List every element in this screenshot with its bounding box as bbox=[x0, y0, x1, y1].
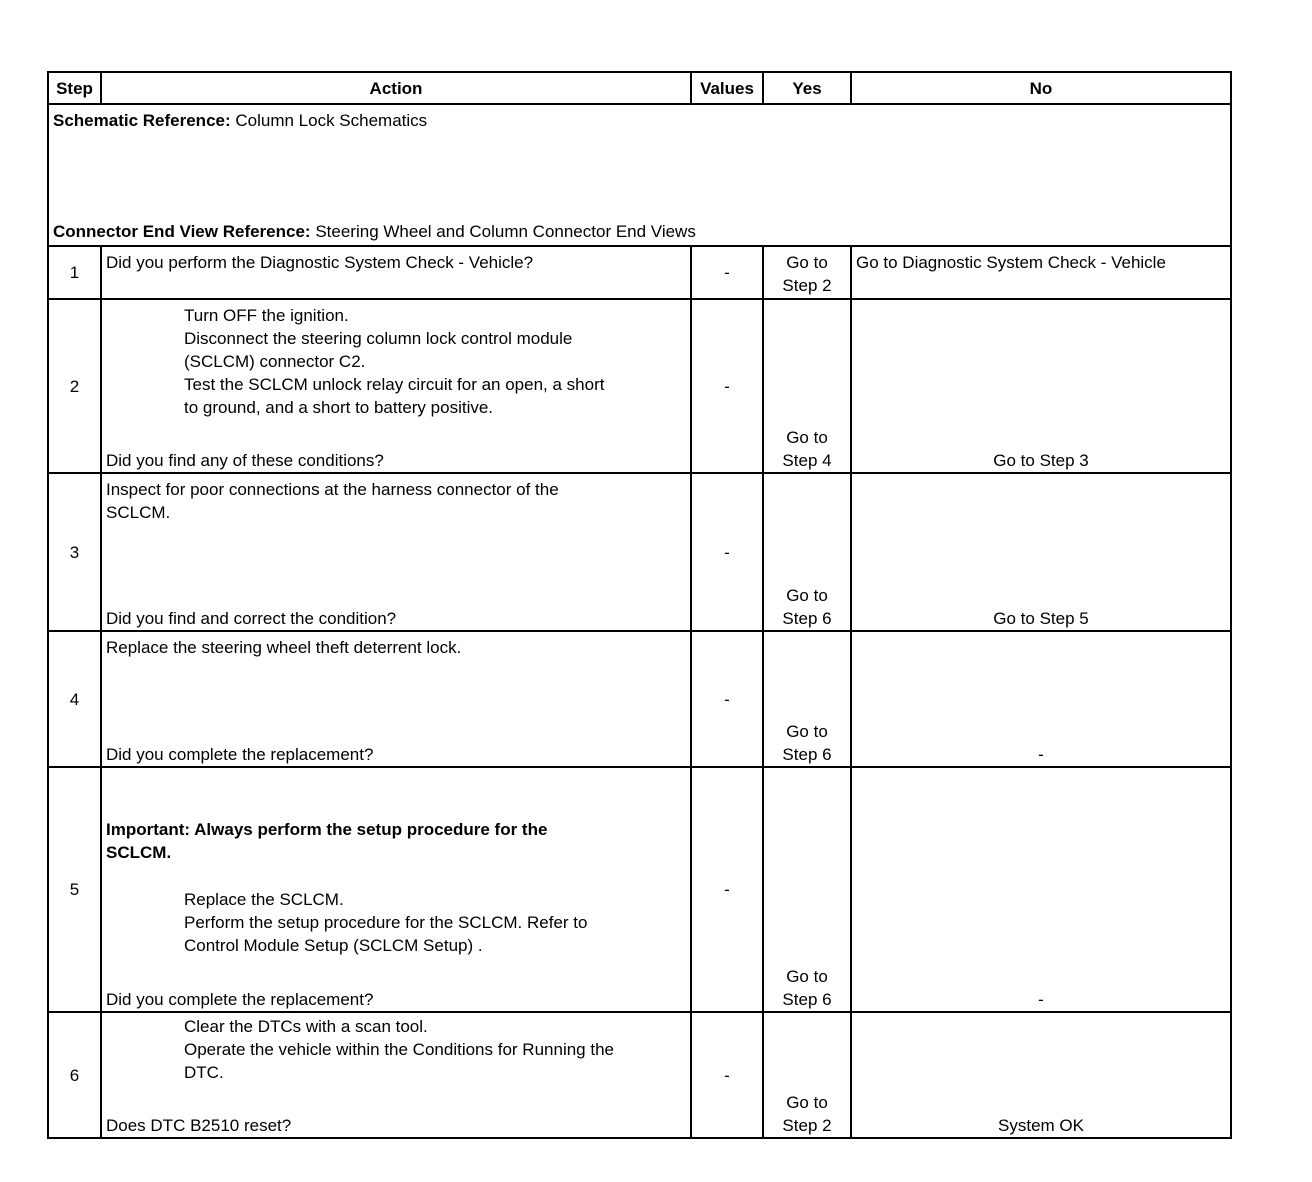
connector-reference-label: Connector End View Reference: bbox=[53, 222, 311, 241]
no-cell: Go to Step 5 bbox=[851, 473, 1231, 631]
values-cell: - bbox=[691, 1012, 763, 1138]
table-row bbox=[48, 631, 1231, 767]
header-step: Step bbox=[48, 72, 101, 104]
question-text: Did you find any of these conditions? bbox=[106, 451, 384, 470]
values-cell: - bbox=[691, 246, 763, 299]
yes-line: Step 4 bbox=[782, 451, 832, 470]
question-text: Did you complete the replacement? bbox=[106, 990, 374, 1009]
action-text: Replace the SCLCM. bbox=[184, 890, 344, 909]
action-text: Inspect for poor connections at the harness connector of the bbox=[106, 480, 559, 499]
step-number: 1 bbox=[48, 246, 101, 299]
no-cell: System OK bbox=[851, 1012, 1231, 1138]
table-row bbox=[48, 473, 1231, 631]
values-cell: - bbox=[691, 631, 763, 767]
step-number: 6 bbox=[48, 1012, 101, 1138]
header-no: No bbox=[851, 72, 1231, 104]
step-number: 3 bbox=[48, 473, 101, 631]
no-cell: - bbox=[851, 767, 1231, 1012]
table-row bbox=[48, 246, 1231, 299]
yes-line: Step 2 bbox=[782, 276, 832, 295]
yes-line: Step 6 bbox=[782, 609, 832, 628]
step-number: 2 bbox=[48, 299, 101, 473]
action-text: (SCLCM) connector C2. bbox=[184, 352, 366, 371]
action-text: Perform the setup procedure for the SCLCM. Refer to bbox=[184, 913, 588, 932]
yes-line: Go to bbox=[786, 428, 828, 447]
header-values: Values bbox=[691, 72, 763, 104]
action-text: to ground, and a short to battery positive. bbox=[184, 398, 494, 417]
yes-line: Go to bbox=[786, 722, 828, 741]
action-text: SCLCM. bbox=[106, 503, 171, 522]
header-action: Action bbox=[101, 72, 691, 104]
yes-line: Go to bbox=[786, 1093, 828, 1112]
yes-line: Step 2 bbox=[782, 1116, 832, 1135]
yes-line: Step 6 bbox=[782, 990, 832, 1009]
yes-line: Go to bbox=[786, 586, 828, 605]
values-cell: - bbox=[691, 767, 763, 1012]
step-number: 5 bbox=[48, 767, 101, 1012]
action-text: Operate the vehicle within the Conditions for Running the bbox=[184, 1040, 614, 1059]
question-text: Did you complete the replacement? bbox=[106, 745, 374, 764]
schematic-reference-label: Schematic Reference: bbox=[53, 111, 231, 130]
no-cell: Go to Step 3 bbox=[851, 299, 1231, 473]
action-text: Disconnect the steering column lock control module bbox=[184, 329, 573, 348]
diagnostic-table bbox=[47, 71, 1232, 1139]
connector-reference-value: Steering Wheel and Column Connector End Views bbox=[315, 222, 696, 241]
important-note: Important: Always perform the setup procedure for the bbox=[106, 820, 548, 839]
yes-line: Go to bbox=[786, 253, 828, 272]
table-row bbox=[48, 767, 1231, 1012]
no-cell: Go to Diagnostic System Check - Vehicle bbox=[851, 246, 1231, 299]
values-cell: - bbox=[691, 473, 763, 631]
step-number: 4 bbox=[48, 631, 101, 767]
table-row bbox=[48, 1012, 1231, 1138]
action-text: Test the SCLCM unlock relay circuit for an open, a short bbox=[184, 375, 605, 394]
action-text: DTC. bbox=[184, 1063, 224, 1082]
important-note: SCLCM. bbox=[106, 843, 172, 862]
header-yes: Yes bbox=[763, 72, 851, 104]
connector-reference bbox=[53, 220, 1226, 243]
action-text: Clear the DTCs with a scan tool. bbox=[184, 1017, 428, 1036]
action-text: Control Module Setup (SCLCM Setup) . bbox=[184, 936, 483, 955]
values-cell: - bbox=[691, 299, 763, 473]
action-text: Replace the steering wheel theft deterrent lock. bbox=[106, 638, 462, 657]
table-row bbox=[48, 299, 1231, 473]
action-text: Turn OFF the ignition. bbox=[184, 306, 349, 325]
question-text: Does DTC B2510 reset? bbox=[106, 1116, 292, 1135]
yes-line: Step 6 bbox=[782, 745, 832, 764]
schematic-reference bbox=[53, 109, 1226, 132]
schematic-reference-value: Column Lock Schematics bbox=[235, 111, 428, 130]
reference-row bbox=[48, 104, 1231, 246]
yes-line: Go to bbox=[786, 967, 828, 986]
question-text: Did you find and correct the condition? bbox=[106, 609, 397, 628]
header-row bbox=[48, 72, 1231, 104]
action-text: Did you perform the Diagnostic System Check - Vehicle? bbox=[106, 253, 534, 272]
no-cell: - bbox=[851, 631, 1231, 767]
